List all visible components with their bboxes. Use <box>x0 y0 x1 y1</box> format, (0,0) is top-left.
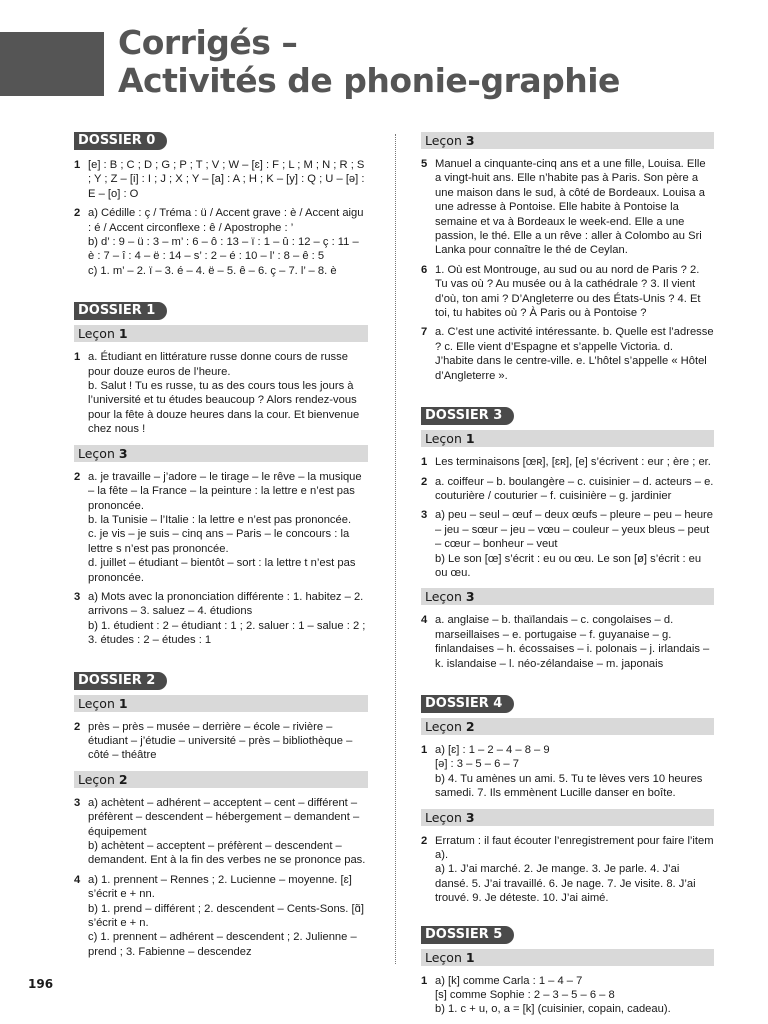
list-item: 3 a) peu – seul – œuf – deux œufs – pleure – peu – heure – jeu – sœur – jeu – vœu – couleur – yeux bleus – peut – cœur – bonheur – veut b) Le son [œ] s’écrit : eu ou œu. Le son [ø] s’écrit : eu ou œu. <box>421 509 713 579</box>
dossier-2-header: DOSSIER 2 <box>74 672 167 690</box>
list-item: 1 Les terminaisons [œʀ], [ɛʀ], [e] s’écrivent : eur ; ère ; er. <box>421 456 711 469</box>
lecon-header: Leçon 1 <box>421 949 714 966</box>
list-item: 3 a) Mots avec la prononciation différente : 1. habitez – 2. arrivons – 3. saluez – 4. étudions b) 1. étudient : 2 – étudiant : 1 ; 2. saluer : 1 – salue : 2 ; 3. études : 2 – études : 1 <box>74 590 366 647</box>
list-item: 2 a. je travaille – j’adore – le tirage – le rêve – la musique – la fête – la France – la peinture : la lettre e n’est pas prononcée. b. la Tunisie – l’Italie : la lettre e n’est pas prononcée. c. je vis – je suis – cinq ans – Paris – le concours : la lettre s n’est pas prononcée. d. juillet – étudiant – bientôt – sort : la lettre t n’est pas prononcée. <box>74 470 362 584</box>
dossier-4 <box>421 695 714 906</box>
title-color-block <box>0 32 104 96</box>
list-item: 5 Manuel a cinquante-cinq ans et a une fille, Louisa. Elle a vingt-huit ans. Elle n’habite pas à Paris. Son père a une maison dans le sud, à côté de Bordeaux. Louisa a une adresse à Pontoise. Elle habite à Pontoise la semaine et va à Bordeaux le week-end. Elle a une passion, le thé. Elle a un rêve : aller à Colombo au Sri Lanka pour connaître le thé de Ceylan. <box>421 158 706 257</box>
page-title <box>118 24 620 100</box>
list-item: 4 a. anglaise – b. thaïlandais – c. congolaises – d. marseillaises – e. portugaise – f. guyanaise – g. finlandaises – h. écossaises – i. polonais – j. irlandais – k. islandaise – l. néo-zélandaise – m. japonais <box>421 614 710 670</box>
title-line-1: Corrigés – <box>118 23 298 62</box>
lecon-header: Leçon 1 <box>421 430 714 447</box>
list-item: 2 Erratum : il faut écouter l’enregistrement pour faire l’item a). a) 1. J’ai marché. 2. Je mange. 3. Je parle. 4. J’ai dansé. 5. J’ai travaillé. 6. Je nage. 7. Je visite. 8. J’ai trouvé. 9. Je déteste. 10. J’ai aimé. <box>421 834 714 905</box>
list-item: 7 a. C’est une activité intéressante. b. Quelle est l’adresse ? c. Elle vient d’Espagne et s’appelle Victoria. d. J’habite dans le centre-ville. e. L’hôtel s’appelle « Hôtel d’Angleterre ». <box>421 326 714 382</box>
list-item: 2 a) Cédille : ç / Tréma : ü / Accent grave : è / Accent aigu : é / Accent circonflexe : ê / Apostrophe : ’ b) d’ : 9 – ü : 3 – m’ : 6 – ô : 13 – ï : 1 – û : 12 – ç : 11 – è : 7 – î : 4 – ë : 14 – s’ : 2 – é : 10 – l’ : 8 – ê : 5 c) 1. m’ – 2. ï – 3. é – 4. ë – 5. ê – 6. ç – 7. l’ – 8. è <box>74 207 364 277</box>
list-item: 2 près – près – musée – derrière – école – rivière – étudiant – j’étudie – université – près – bibliothèque – côté – théâtre <box>74 720 353 762</box>
list-item: 2 a. coiffeur – b. boulangère – c. cuisinier – d. acteurs – e. couturière / couturier – f. cuisinière – g. jardinier <box>421 475 714 502</box>
dossier-1 <box>74 302 368 647</box>
right-column <box>421 132 714 1017</box>
lecon-header: Leçon 3 <box>421 132 714 149</box>
dossier-3-header: DOSSIER 3 <box>421 407 514 425</box>
dossier-0 <box>74 132 368 278</box>
dossier-2 <box>74 672 368 960</box>
list-item: 1 a. Étudiant en littérature russe donne cours de russe pour douze euros de l’heure. b. Salut ! Tu es russe, tu as des cours tous les jours à l’université et tu études beaucoup ? Alors rendez-vous pour la fête à douze heures dans la cour. Et bienvenue chez nous ! <box>74 351 360 436</box>
lecon-header: Leçon 3 <box>421 588 714 605</box>
dossier-4-header: DOSSIER 4 <box>421 695 514 713</box>
title-line-2: Activités de phonie-graphie <box>118 61 620 100</box>
lecon-header: Leçon 1 <box>74 325 368 342</box>
left-column <box>74 132 368 959</box>
lecon-header: Leçon 1 <box>74 695 368 712</box>
lecon-header: Leçon 3 <box>421 809 714 826</box>
lecon-header: Leçon 2 <box>421 718 714 735</box>
list-item: 1 a) [ɛ] : 1 – 2 – 4 – 8 – 9 [ə] : 3 – 5 – 6 – 7 b) 4. Tu amènes un ami. 5. Tu te lèves vers 10 heures samedi. 7. Ils emmènent Lucille danser en boîte. <box>421 743 703 800</box>
lecon-header: Leçon 3 <box>74 445 368 462</box>
dossier-5-header: DOSSIER 5 <box>421 926 514 944</box>
dossier-3 <box>421 407 714 671</box>
list-item: 3 a) achètent – adhérent – acceptent – cent – différent – préfèrent – descendent – hébergement – demandent – équipement b) achètent – acceptent – préfèrent – descendent – demandent. Ent à la fin des verbes ne se prononce pas. <box>74 796 366 867</box>
dossier-5 <box>421 926 714 1017</box>
column-divider <box>395 134 396 964</box>
list-item: 4 a) 1. prennent – Rennes ; 2. Lucienne – moyenne. [ɛ] s’écrit e + nn. b) 1. prend – différent ; 2. descendent – Cents-Sons. [ɑ̃] s’écrit e + n. c) 1. prennent – adhérent – descendent ; 2. Julienne – prend ; 3. Fabienne – descendez <box>74 873 364 958</box>
page-number: 196 <box>28 977 54 991</box>
dossier-2-continued <box>421 132 714 383</box>
list-item: 1 [e] : B ; C ; D ; G ; P ; T ; V ; W – [ɛ] : F ; L ; M ; N ; R ; S ; Y ; Z – [i] : I ; J ; X ; Y – [a] : A ; H ; K – [y] : Q ; U – [ə] : E – [o] : O <box>74 159 365 200</box>
list-item: 1 a) [k] comme Carla : 1 – 4 – 7 [s] comme Sophie : 2 – 3 – 5 – 6 – 8 b) 1. c + u, o, a = [k] (cuisinier, copain, cadeau). <box>421 974 671 1016</box>
dossier-0-header: DOSSIER 0 <box>74 132 167 150</box>
lecon-header: Leçon 2 <box>74 771 368 788</box>
list-item: 6 1. Où est Montrouge, au sud ou au nord de Paris ? 2. Tu vas où ? Au musée ou à la cathédrale ? 3. Il vient d’où, ton ami ? D’Angleterre ou des États-Unis ? 4. Et toi, tu habites où ? À Paris ou à Pontoise ? <box>421 263 701 320</box>
dossier-1-header: DOSSIER 1 <box>74 302 167 320</box>
